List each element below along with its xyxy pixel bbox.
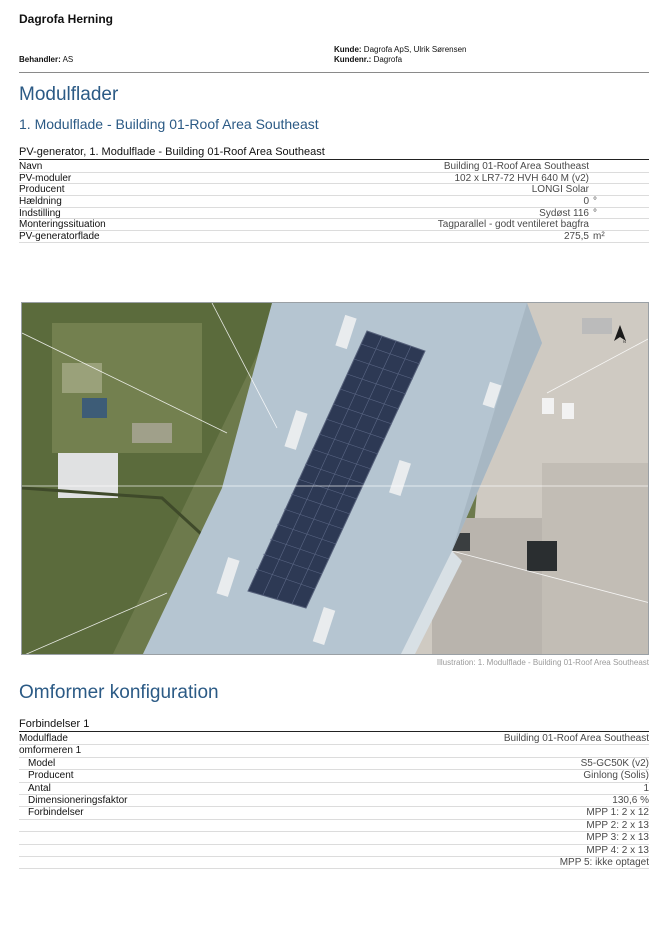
table-row [19,231,649,243]
customer-no-value: Dagrofa [373,55,403,64]
illustration-caption: Illustration: 1. Modulflade - Building 01-Roof Area Southeast [436,658,649,667]
row-label: Dimensioneringsfaktor [28,794,128,806]
row-unit: ° [593,196,597,208]
row-value: MPP 1: 2 x 12 [586,807,649,819]
customer-no-label: Kundenr.: [334,55,372,64]
table-row [19,219,649,231]
inverter-title: Omformer konfiguration [19,682,219,703]
row-value: 102 x LR7-72 HVH 640 M (v2) [454,172,589,184]
pv-generator-title: PV-generator, 1. Modulflade - Building 01-Roof Area Southeast [19,146,325,158]
customer-no-line [334,55,467,65]
row-value: Ginlong (Solis) [583,770,649,782]
row-label: Monteringssituation [19,219,106,231]
aerial-photo [22,303,649,655]
page-title: Modulflader [19,84,119,105]
table-row [19,832,649,844]
row-value: S5-GC50K (v2) [580,757,649,769]
row-label: PV-generatorflade [19,231,100,243]
table-row [19,161,649,173]
row-value: Tagparallel - godt ventileret bagfra [437,219,589,231]
company-name: Dagrofa Herning [19,12,114,26]
row-value: Sydøst 116 [539,207,589,219]
row-value: MPP 2: 2 x 13 [586,819,649,831]
row-value: Building 01-Roof Area Southeast [503,733,649,744]
table-row [19,857,649,869]
row-label: Producent [28,770,74,782]
row-value: MPP 5: ikke optaget [559,856,649,868]
row-unit: m² [593,231,605,243]
row-label: Forbindelser [28,807,84,819]
row-label: Modulflade [19,733,68,744]
page-subtitle: 1. Modulflade - Building 01-Roof Area Southeast [19,116,319,132]
table-row [19,845,649,857]
row-label: omformeren 1 [19,745,82,757]
row-value: MPP 3: 2 x 13 [586,832,649,844]
table-row [19,820,649,832]
connections-title: Forbindelser 1 [19,718,90,730]
header-divider [19,72,649,73]
handler-label: Behandler: [19,55,61,64]
table-row [19,783,649,795]
customer-label: Kunde: [334,45,362,54]
pv-generator-table [19,161,649,243]
row-label: Model [28,757,56,769]
row-value: LONGI Solar [531,184,589,196]
table-row [19,173,649,185]
row-value: MPP 4: 2 x 13 [586,844,649,856]
customer-block [334,45,467,65]
row-value: 130,6 % [612,794,649,806]
row-label: Antal [28,782,51,794]
table-row [19,196,649,208]
row-label: Indstilling [19,207,61,219]
row-value: 0 [583,196,589,208]
row-label: Hældning [19,196,62,208]
row-value: Building 01-Roof Area Southeast [443,161,589,172]
pv-generator-rule [19,159,649,160]
compass-label: N [623,339,626,344]
table-row [19,758,649,770]
inverter-table [19,733,649,869]
table-row [19,807,649,819]
table-row [19,184,649,196]
connections-rule [19,731,649,732]
handler-line [19,55,73,65]
customer-value: Dagrofa ApS, Ulrik Sørensen [363,45,467,54]
table-row [19,745,649,757]
row-label: Producent [19,184,65,196]
table-row [19,208,649,220]
customer-line [334,45,467,55]
table-row [19,733,649,745]
row-unit: ° [593,207,597,219]
row-value: 1 [643,782,649,794]
table-row [19,770,649,782]
row-value: 275,5 [563,231,589,243]
handler-value: AS [62,55,74,64]
row-label: Navn [19,161,43,172]
roof-illustration [21,302,649,655]
table-row [19,795,649,807]
row-label: PV-moduler [19,172,72,184]
